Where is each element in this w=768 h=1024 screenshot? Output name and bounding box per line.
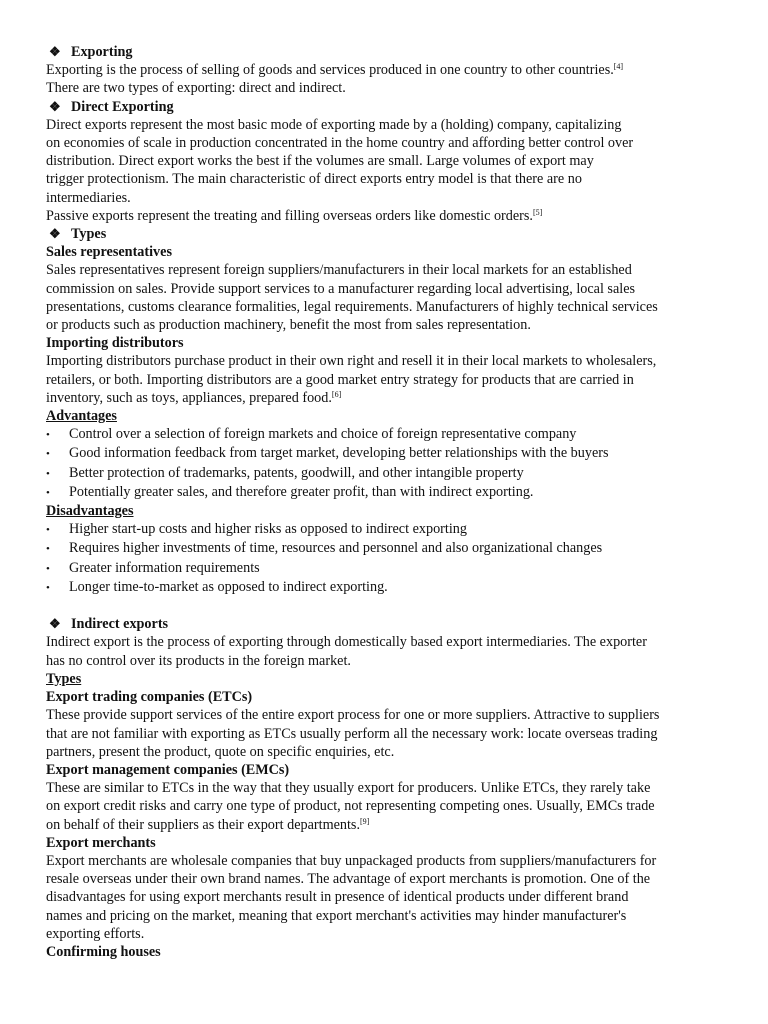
blank-line bbox=[46, 597, 746, 615]
list-item: • Longer time-to-market as opposed to indirect exporting. bbox=[46, 578, 746, 597]
paragraph-line: retailers, or both. Importing distributors are a good market entry strategy for products that are carried in bbox=[46, 371, 634, 388]
section-heading-exporting: ❖ Exporting bbox=[49, 44, 133, 60]
section-heading-types: ❖ Types bbox=[49, 226, 107, 243]
list-item: • Requires higher investments of time, resources and personnel and also organizational changes bbox=[46, 539, 746, 558]
paragraph-line: trigger protectionism. The main characteristic of direct exports entry model is that there are no bbox=[46, 171, 582, 188]
list-item: • Better protection of trademarks, patents, goodwill, and other intangible property bbox=[46, 464, 746, 483]
bullet-icon: • bbox=[46, 581, 50, 594]
paragraph-line: names and pricing on the market, meaning that export merchant's activities may hinder manufacturer's bbox=[46, 907, 627, 924]
paragraph-line: Direct exports represent the most basic mode of exporting made by a (holding) company, capitalizing bbox=[46, 116, 622, 133]
paragraph-line: Importing distributors purchase product in their own right and resell it in their local markets to wholesalers, bbox=[46, 353, 657, 370]
paragraph-line: exporting efforts. bbox=[46, 925, 145, 942]
subheading-types: Types bbox=[46, 670, 82, 687]
paragraph-line: resale overseas under their own brand names. The advantage of export merchants is promotion. One of the bbox=[46, 871, 651, 888]
paragraph-line: has no control over its products in the foreign market. bbox=[46, 652, 351, 669]
exporting-types-line: There are two types of exporting: direct and indirect. bbox=[46, 80, 346, 97]
section-heading-direct-exporting: ❖ Direct Exporting bbox=[49, 98, 174, 115]
paragraph-line: disadvantages for using export merchants result in presence of identical products under different brand bbox=[46, 889, 629, 906]
subheading-confirming-houses: Confirming houses bbox=[46, 943, 161, 960]
paragraph-line: inventory, such as toys, appliances, prepared food.[6] bbox=[46, 389, 342, 406]
paragraph-line: on behalf of their suppliers as their export departments.[9] bbox=[46, 816, 370, 833]
diamond-bullet-icon: ❖ bbox=[49, 226, 61, 242]
subheading-sales-representatives: Sales representatives bbox=[46, 244, 172, 261]
paragraph-line: Sales representatives represent foreign suppliers/manufacturers in their local markets for an established bbox=[46, 262, 632, 279]
bullet-icon: • bbox=[46, 429, 50, 442]
list-item: • Higher start-up costs and higher risks as opposed to indirect exporting bbox=[46, 520, 746, 539]
list-item: • Control over a selection of foreign markets and choice of foreign representative company bbox=[46, 425, 746, 444]
paragraph-line: on export credit risks and carry one type of product, not representing competing ones. Usually, EMCs trade bbox=[46, 798, 655, 815]
bullet-icon: • bbox=[46, 486, 50, 499]
paragraph-line: These provide support services of the entire export process for one or more suppliers. Attractive to suppliers bbox=[46, 707, 660, 724]
subheading-advantages: Advantages bbox=[46, 408, 117, 425]
diamond-bullet-icon: ❖ bbox=[49, 44, 61, 59]
paragraph-line: intermediaries. bbox=[46, 189, 131, 206]
subheading-emcs: Export management companies (EMCs) bbox=[46, 761, 290, 778]
section-heading-indirect-exports: ❖ Indirect exports bbox=[49, 616, 169, 633]
citation-6[interactable]: [6] bbox=[331, 389, 342, 399]
bullet-icon: • bbox=[46, 448, 50, 461]
citation-9[interactable]: [9] bbox=[360, 816, 370, 826]
list-item: • Greater information requirements bbox=[46, 559, 746, 578]
subheading-importing-distributors: Importing distributors bbox=[46, 335, 184, 352]
subheading-export-merchants: Export merchants bbox=[46, 834, 156, 851]
list-item: • Good information feedback from target market, developing better relationships with the buyers bbox=[46, 444, 746, 463]
diamond-bullet-icon: ❖ bbox=[49, 616, 61, 632]
paragraph-line: commission on sales. Provide support services to a manufacturer regarding local advertising, local sales bbox=[46, 280, 636, 297]
passive-exports-line: Passive exports represent the treating and filling overseas orders like domestic orders.[5] bbox=[46, 207, 543, 224]
bullet-icon: • bbox=[46, 467, 50, 480]
citation-4[interactable]: [4] bbox=[613, 62, 624, 72]
subheading-disadvantages: Disadvantages bbox=[46, 503, 134, 520]
paragraph-line: partners, present the product, quote on specific enquiries, etc. bbox=[46, 743, 395, 760]
exporting-definition: Exporting is the process of selling of goods and services produced in one country to other countries.[4] bbox=[46, 62, 624, 79]
document-page bbox=[46, 43, 746, 961]
bullet-icon: • bbox=[46, 562, 50, 575]
paragraph-line: These are similar to ETCs in the way that they usually export for producers. Unlike ETCs, they rarely take bbox=[46, 780, 651, 797]
paragraph-line: distribution. Direct export works the best if the volumes are small. Large volumes of export may bbox=[46, 153, 594, 170]
citation-5[interactable]: [5] bbox=[532, 207, 543, 217]
subheading-etcs: Export trading companies (ETCs) bbox=[46, 689, 253, 706]
paragraph-line: that are not familiar with exporting as ETCs usually perform all the necessary work: locate overseas trading bbox=[46, 725, 658, 742]
diamond-bullet-icon: ❖ bbox=[49, 98, 61, 114]
bullet-icon: • bbox=[46, 543, 50, 556]
bullet-icon: • bbox=[46, 524, 50, 537]
paragraph-line: on economies of scale in production concentrated in the home country and affording better control over bbox=[46, 135, 634, 152]
paragraph-line: presentations, customs clearance formalities, legal requirements. Manufacturers of highly technical services bbox=[46, 298, 658, 315]
paragraph-line: Indirect export is the process of exporting through domestically based export intermediaries. The exporter bbox=[46, 634, 647, 651]
paragraph-line: Export merchants are wholesale companies that buy unpackaged products from suppliers/manufacturers for bbox=[46, 852, 657, 869]
paragraph-line: or products such as production machinery, benefit the most from sales representation. bbox=[46, 317, 531, 334]
list-item: • Potentially greater sales, and therefore greater profit, than with indirect exporting. bbox=[46, 483, 746, 502]
